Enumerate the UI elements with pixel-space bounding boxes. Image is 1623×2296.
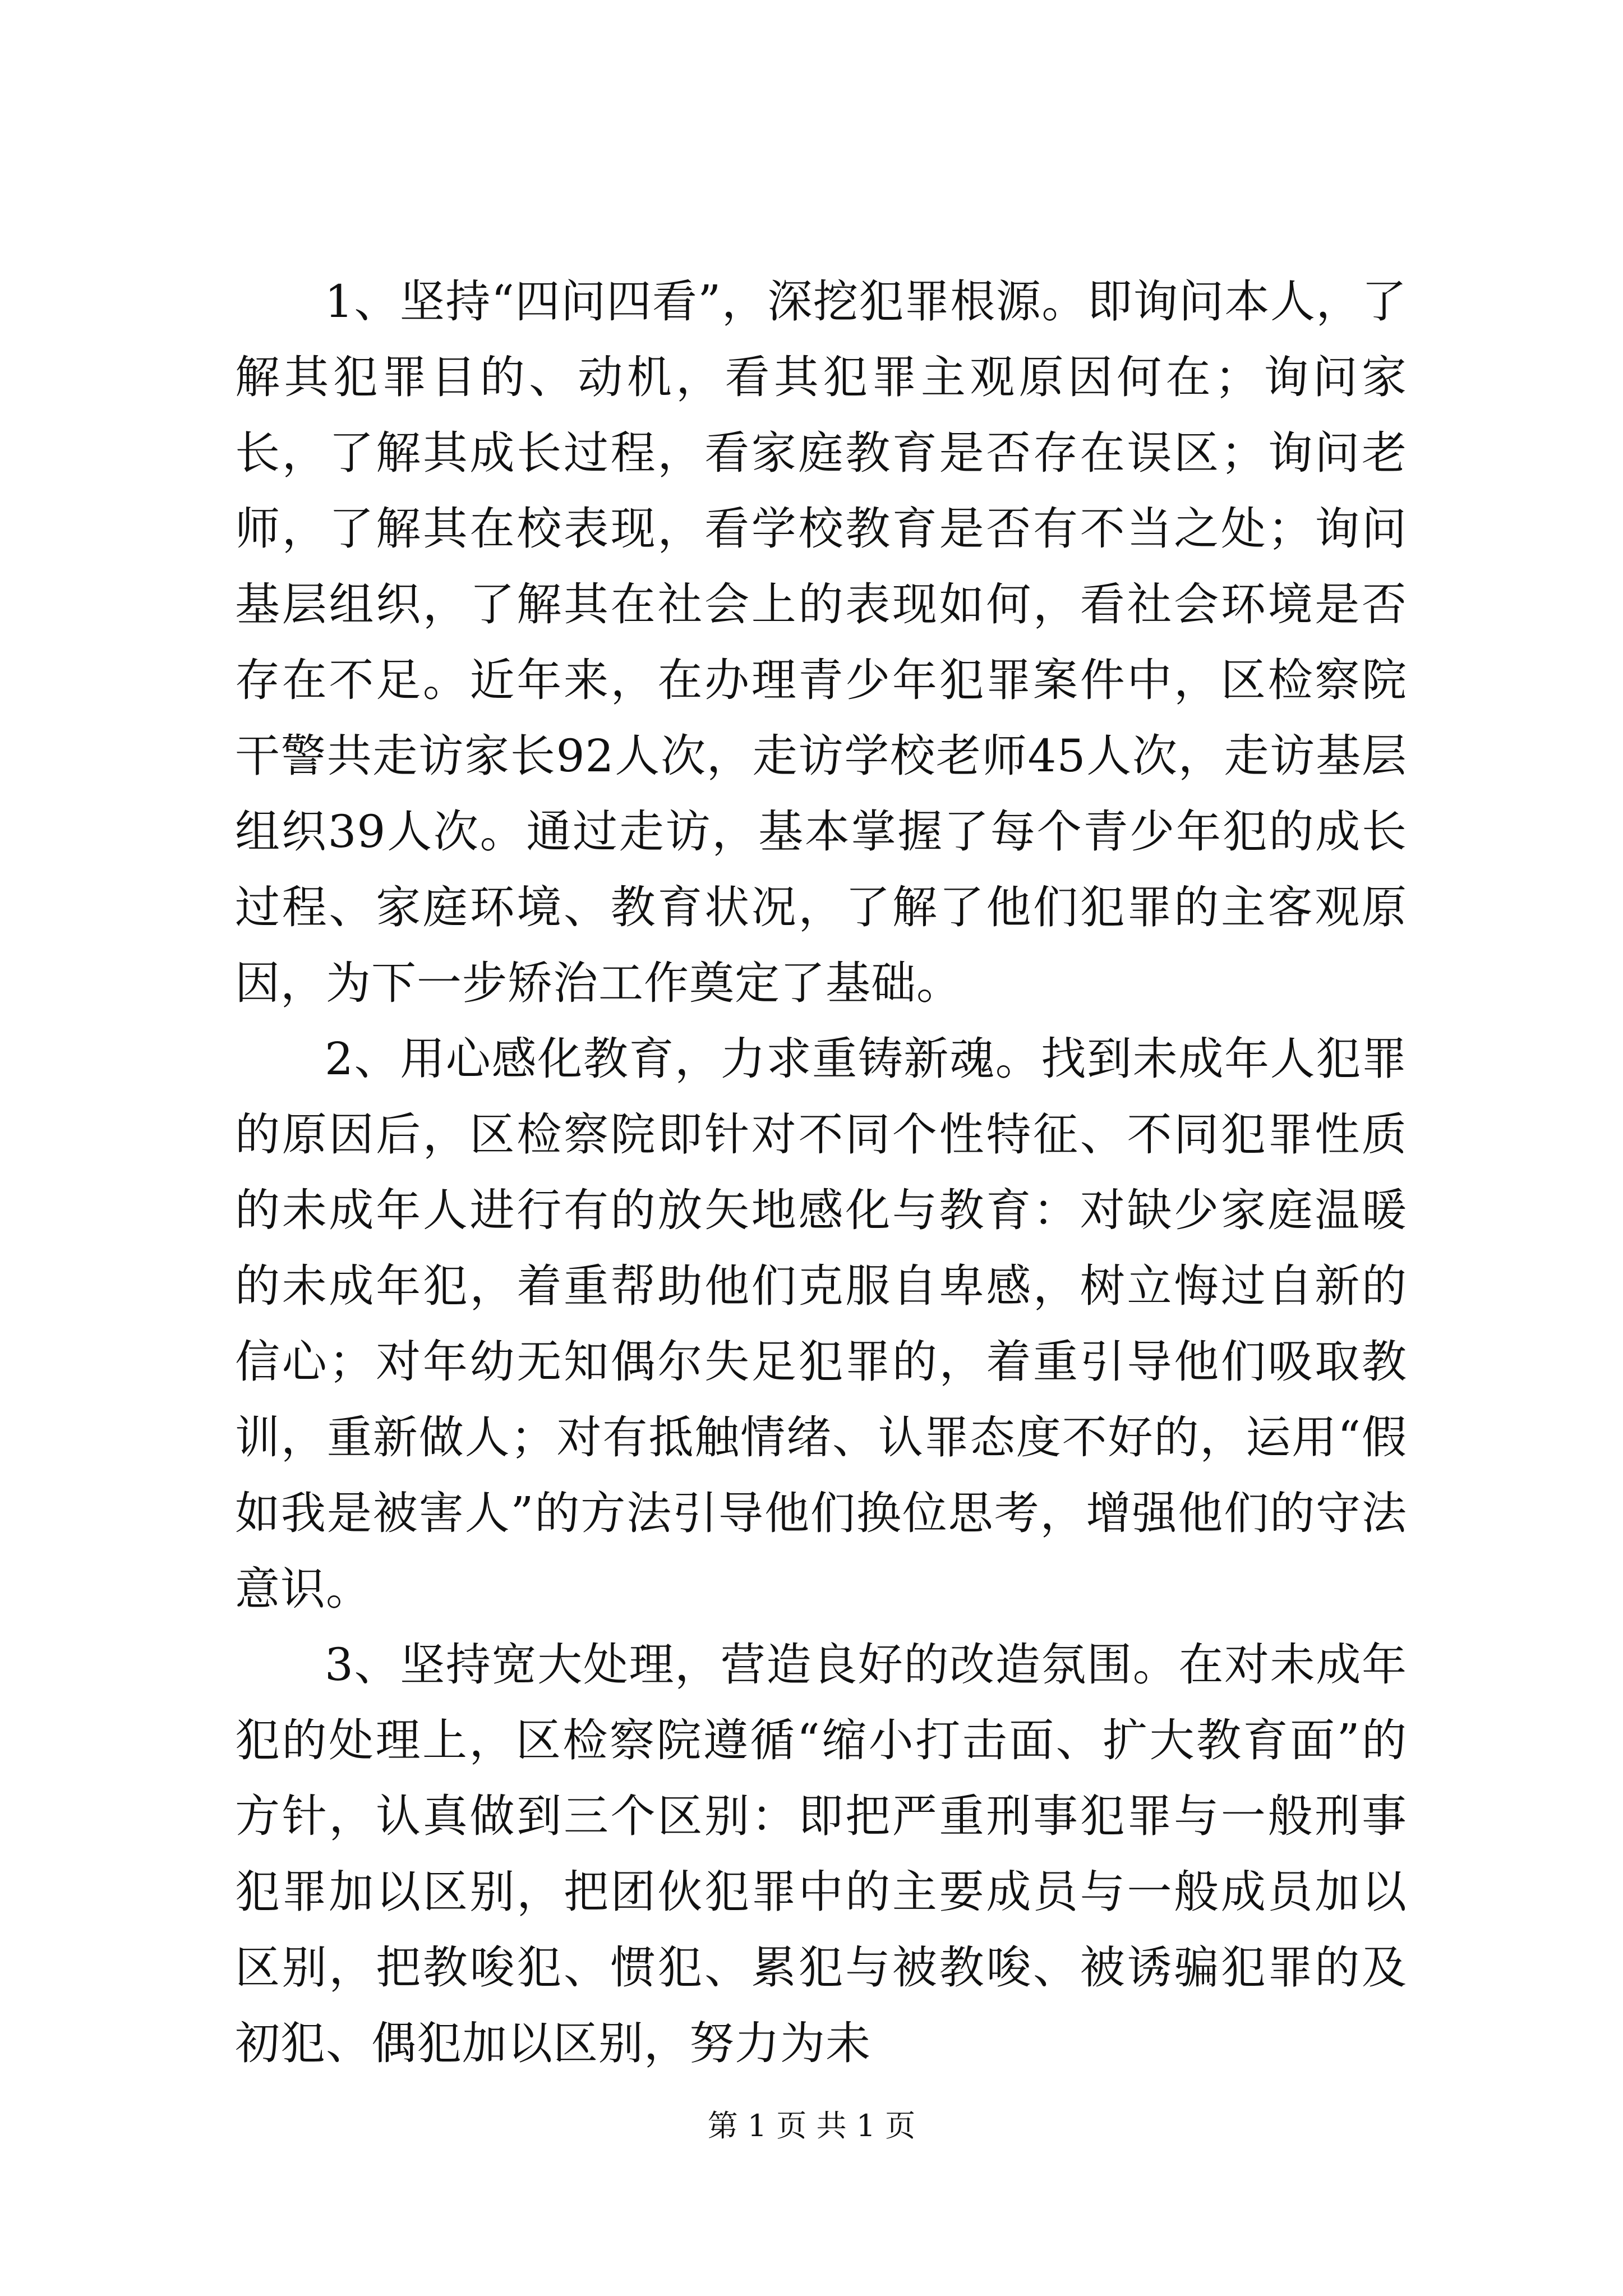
paragraph-3: 3、坚持宽大处理，营造良好的改造氛围。在对未成年犯的处理上，区检察院遵循“缩小打击面、扩大教育面”的方针，认真做到三个区别：即把严重刑事犯罪与一般刑事犯罪加以区别，把团伙犯罪中的主要成员与一般成员加以区别，把教唆犯、惯犯、累犯与被教唆、被诱骗犯罪的及初犯、偶犯加以区别，努力为未 <box>235 1639 1407 2069</box>
document-body <box>235 264 1407 2081</box>
paragraph-2: 2、用心感化教育，力求重铸新魂。找到未成年人犯罪的原因后，区检察院即针对不同个性特征、不同犯罪性质的未成年人进行有的放矢地感化与教育：对缺少家庭温暖的未成年犯，着重帮助他们克服自卑感，树立悔过自新的信心；对年幼无知偶尔失足犯罪的，着重引导他们吸取教训，重新做人；对有抵触情绪、认罪态度不好的，运用“假如我是被害人”的方法引导他们换位思考，增强他们的守法意识。 <box>235 1033 1407 1615</box>
page-footer: 第 1 页 共 1 页 <box>707 2108 916 2143</box>
paragraph-1: 1、坚持“四问四看”，深挖犯罪根源。即询问本人，了解其犯罪目的、动机，看其犯罪主观原因何在；询问家长，了解其成长过程，看家庭教育是否存在误区；询问老师，了解其在校表现，看学校教育是否有不当之处；询问基层组织，了解其在社会上的表现如何，看社会环境是否存在不足。近年来，在办理青少年犯罪案件中，区检察院干警共走访家长92人次，走访学校老师45人次，走访基层组织39人次。通过走访，基本掌握了每个青少年犯的成长过程、家庭环境、教育状况，了解了他们犯罪的主客观原因，为下一步矫治工作奠定了基础。 <box>235 275 1407 1009</box>
